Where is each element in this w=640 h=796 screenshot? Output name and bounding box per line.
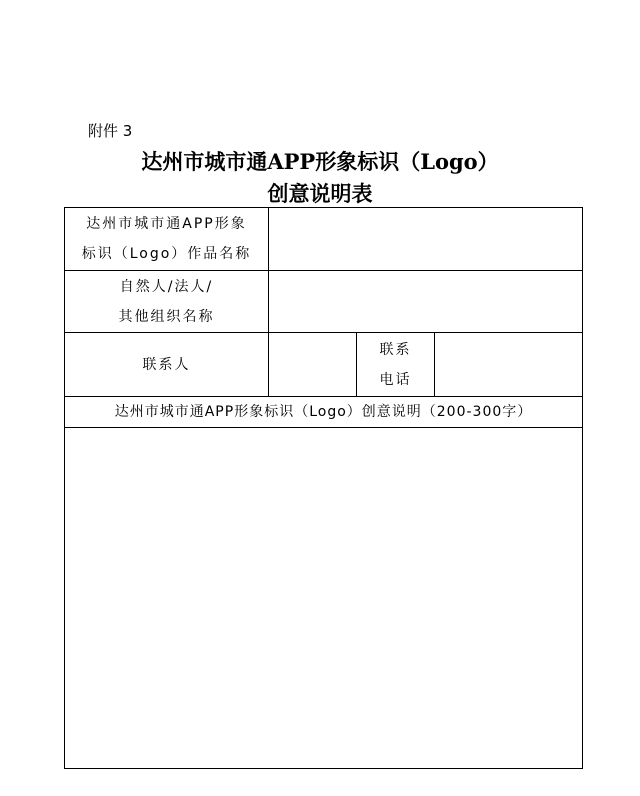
phone-label-line1: 联系 (379, 342, 412, 358)
phone-label (357, 335, 434, 395)
table-border-right (582, 207, 583, 769)
work-name-field[interactable] (269, 208, 582, 270)
phone-label-line2: 电话 (379, 372, 412, 388)
contact-field[interactable] (269, 333, 356, 396)
description-header: 达州市城市通APP形象标识（Logo）创意说明（200-300字） (114, 404, 533, 420)
work-name-label (65, 209, 268, 269)
applicant-field[interactable] (269, 271, 582, 332)
document-title-line2: 创意说明表 (267, 181, 373, 206)
attachment-label: 附件 3 (88, 122, 133, 140)
phone-field[interactable] (435, 333, 582, 396)
work-name-label-line2: 标识（Logo）作品名称 (81, 246, 252, 262)
document-title-line1: 达州市城市通APP形象标识（Logo） (141, 149, 499, 174)
applicant-label-line1: 自然人/法人/ (119, 279, 214, 295)
contact-label: 联系人 (142, 357, 191, 373)
applicant-label (65, 272, 268, 332)
applicant-label-line2: 其他组织名称 (118, 309, 215, 325)
table-border-bottom (64, 768, 583, 769)
work-name-label-line1: 达州市城市通APP形象 (86, 216, 247, 232)
description-field[interactable] (65, 428, 582, 768)
